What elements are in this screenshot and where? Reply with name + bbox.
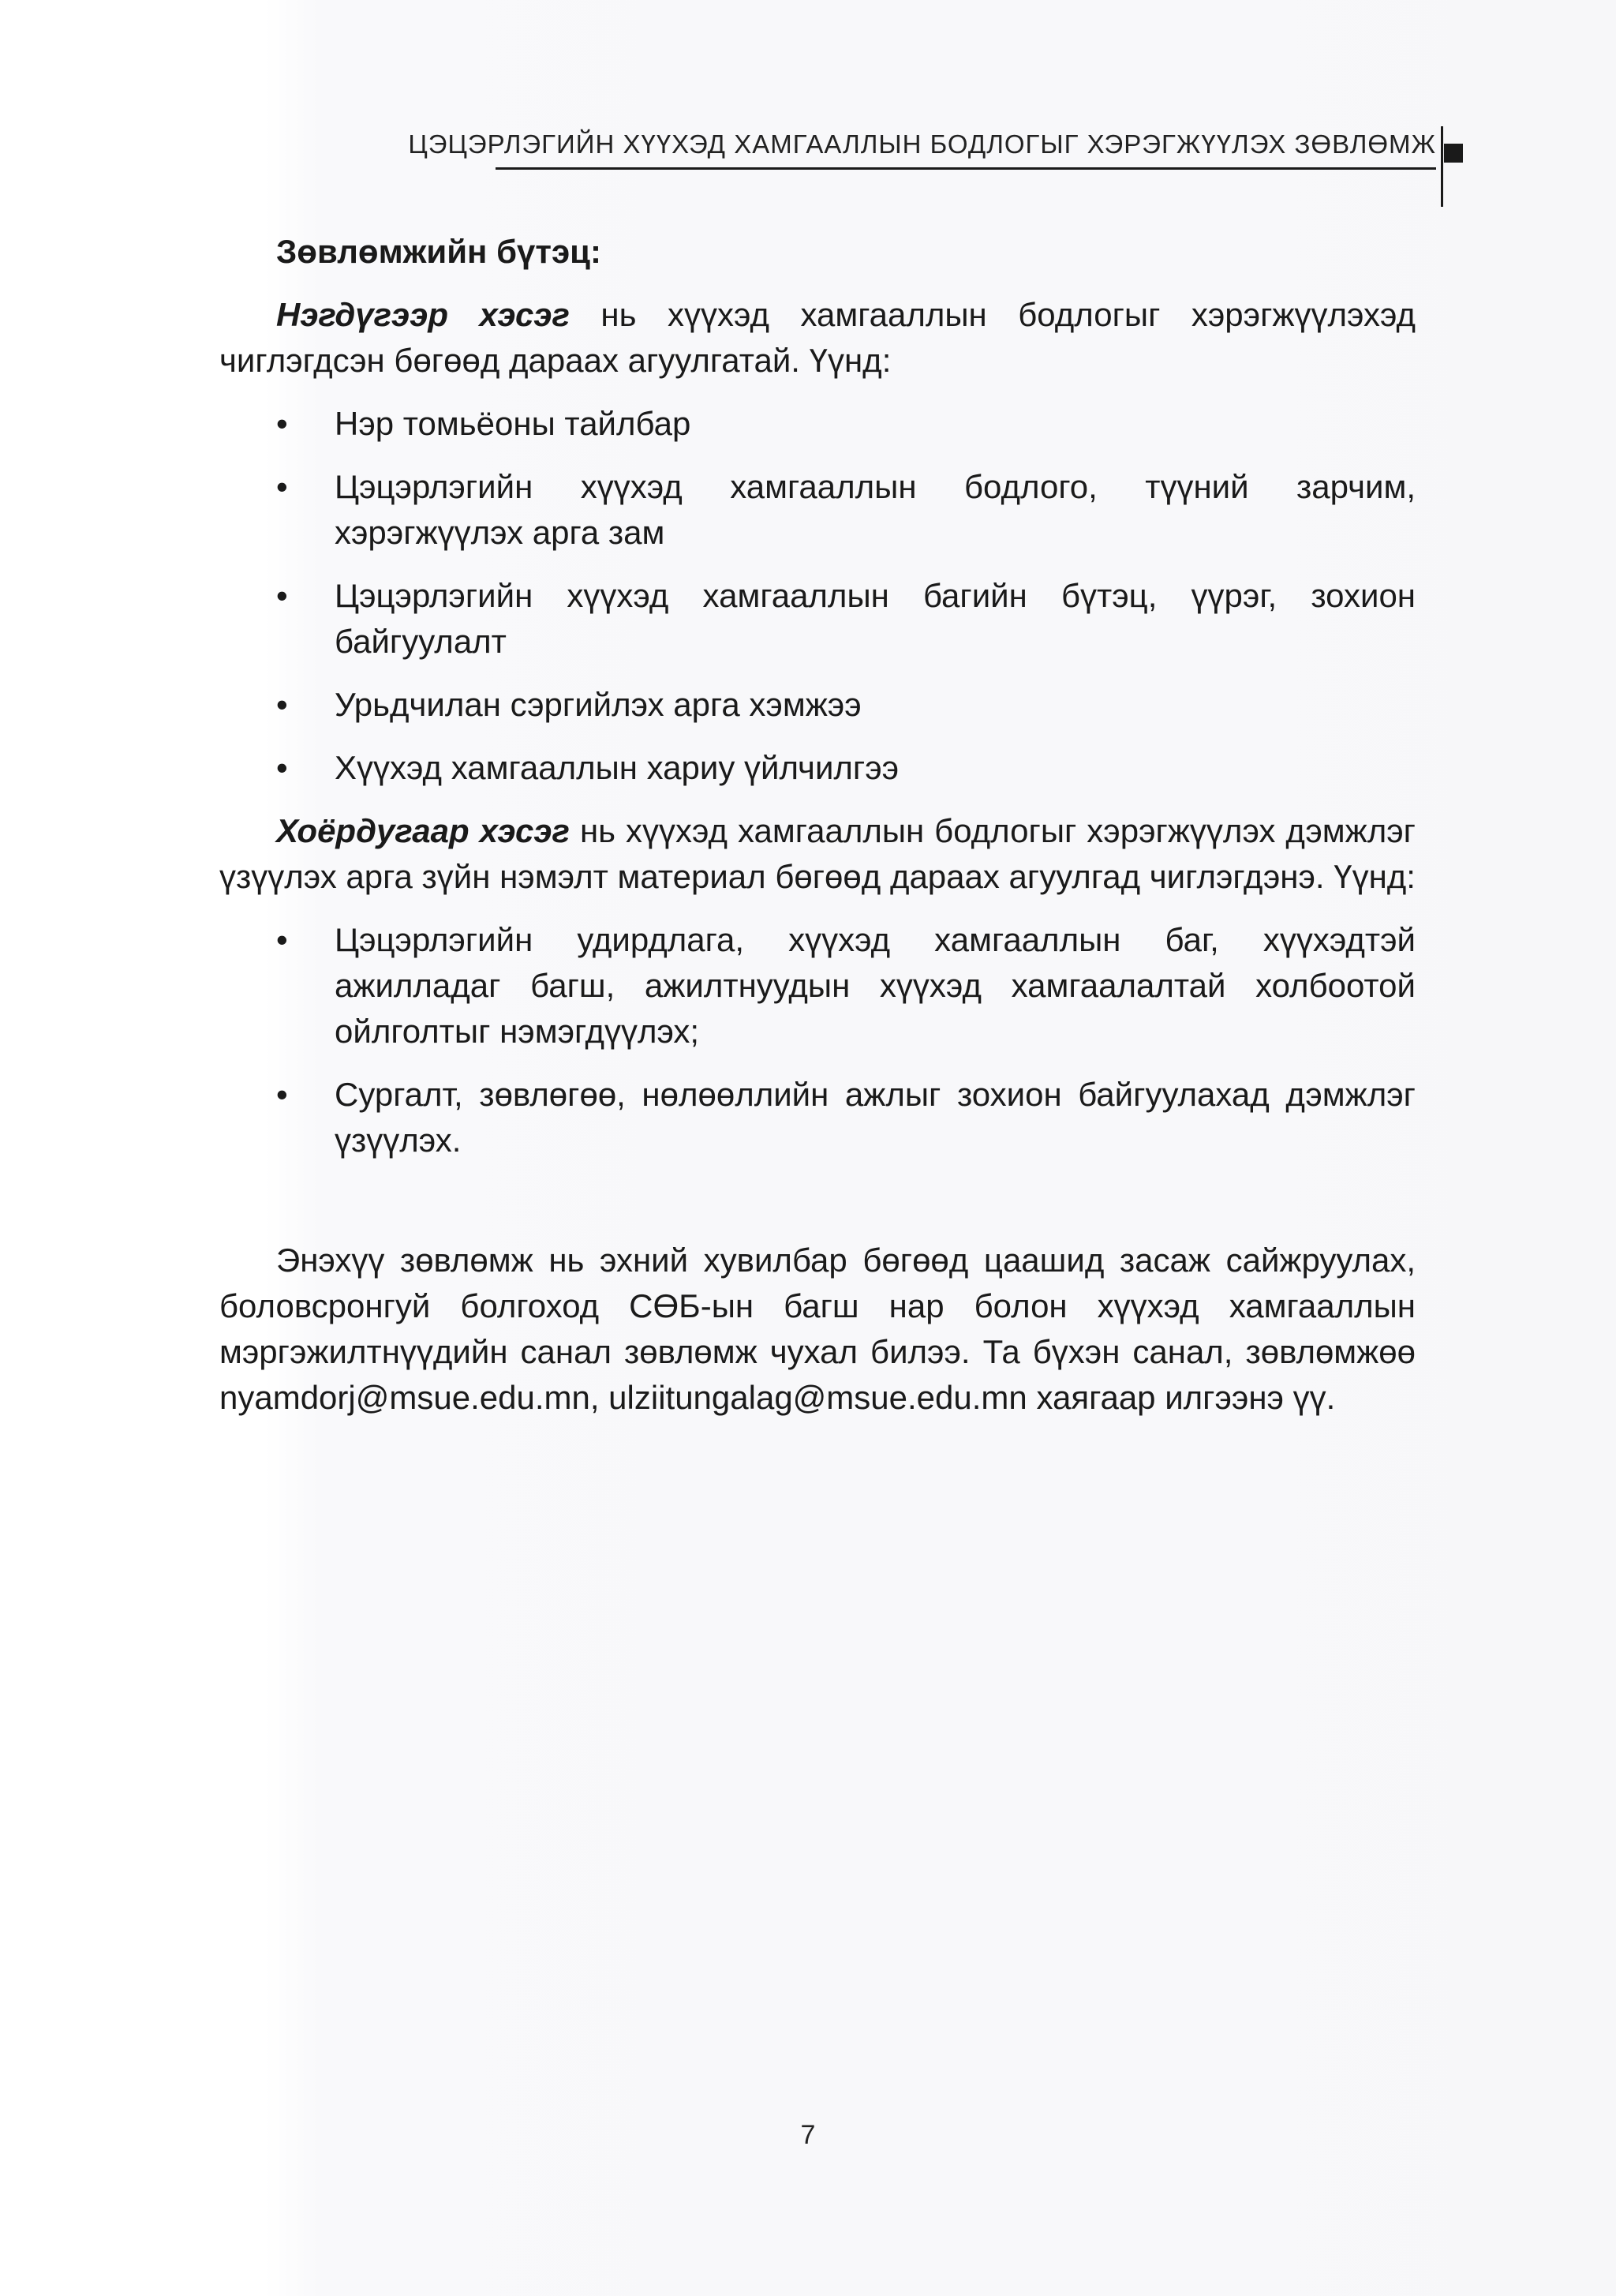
header-rule-vertical — [1441, 126, 1443, 207]
list-item-text: Урьдчилан сэргийлэх арга хэмжээ — [335, 686, 862, 723]
list-item — [219, 917, 1416, 1054]
list-item — [219, 745, 1416, 791]
list-item-text: Нэр томьёоны тайлбар — [335, 405, 691, 442]
running-header-title: ЦЭЦЭРЛЭГИЙН ХҮҮХЭД ХАМГААЛЛЫН БОДЛОГЫГ ХЭРЭГЖҮҮЛЭХ ЗӨВЛӨМЖ — [408, 129, 1436, 159]
part2-text: нь хүүхэд хамгааллын бодлогыг хэрэгжүүлэх дэмжлэг үзүүлэх арга зүйн нэмэлт материал бөгөөд дараах агуулгад чиглэгдэнэ. Үүнд: — [219, 812, 1416, 895]
list-item — [219, 401, 1416, 447]
part1-text: нь хүүхэд хамгааллын бодлогыг хэрэгжүүлэхэд чиглэгдсэн бөгөөд дараах агуулгатай. Үүнд: — [219, 296, 1416, 379]
bullet-icon: • — [276, 405, 288, 442]
bullet-icon: • — [276, 1076, 288, 1113]
part2-list — [219, 917, 1416, 1163]
bullet-icon: • — [276, 468, 288, 505]
part1-paragraph — [219, 292, 1416, 384]
page-body — [219, 229, 1416, 1421]
list-item — [219, 573, 1416, 665]
page-number: 7 — [800, 2120, 816, 2150]
part1-lead: Нэгдүгээр хэсэг — [276, 296, 570, 333]
list-item — [219, 682, 1416, 728]
bullet-icon: • — [276, 577, 288, 614]
part2-paragraph — [219, 808, 1416, 900]
list-item-text: Хүүхэд хамгааллын хариу үйлчилгээ — [335, 749, 900, 786]
header-square-marker-icon — [1444, 144, 1463, 163]
list-item-text: Цэцэрлэгийн удирдлага, хүүхэд хамгааллын баг, хүүхэдтэй ажилладаг багш, ажилтнуудын хүүхэд хамгаалалтай холбоотой ойлголтыг нэмэгдүүлэх; — [335, 921, 1416, 1050]
section-heading: Зөвлөмжийн бүтэц: — [276, 233, 601, 270]
list-item-text: Сургалт, зөвлөгөө, нөлөөллийн ажлыг зохион байгуулахад дэмжлэг үзүүлэх. — [335, 1076, 1416, 1159]
part2-lead: Хоёрдугаар хэсэг — [276, 812, 570, 849]
bullet-icon: • — [276, 749, 288, 786]
list-item — [219, 464, 1416, 556]
bullet-icon: • — [276, 686, 288, 723]
bullet-icon: • — [276, 921, 288, 958]
closing-paragraph: Энэхүү зөвлөмж нь эхний хувилбар бөгөөд цаашид засаж сайжруулах, боловсронгуй болгоход СӨБ-ын багш нар болон хүүхэд хамгааллын мэргэжилтнүүдийн санал зөвлөмж чухал билээ. Та бүхэн санал, зөвлөмжөө nyamdorj@msue.edu.mn, ulziitungalag@msue.edu.mn хаягаар илгээнэ үү. — [219, 1242, 1416, 1416]
list-item-text: Цэцэрлэгийн хүүхэд хамгааллын багийн бүтэц, үүрэг, зохион байгуулалт — [335, 577, 1416, 660]
running-header — [408, 126, 1436, 170]
list-item — [219, 1072, 1416, 1163]
part1-list — [219, 401, 1416, 791]
list-item-text: Цэцэрлэгийн хүүхэд хамгааллын бодлого, түүний зарчим, хэрэгжүүлэх арга зам — [335, 468, 1416, 551]
